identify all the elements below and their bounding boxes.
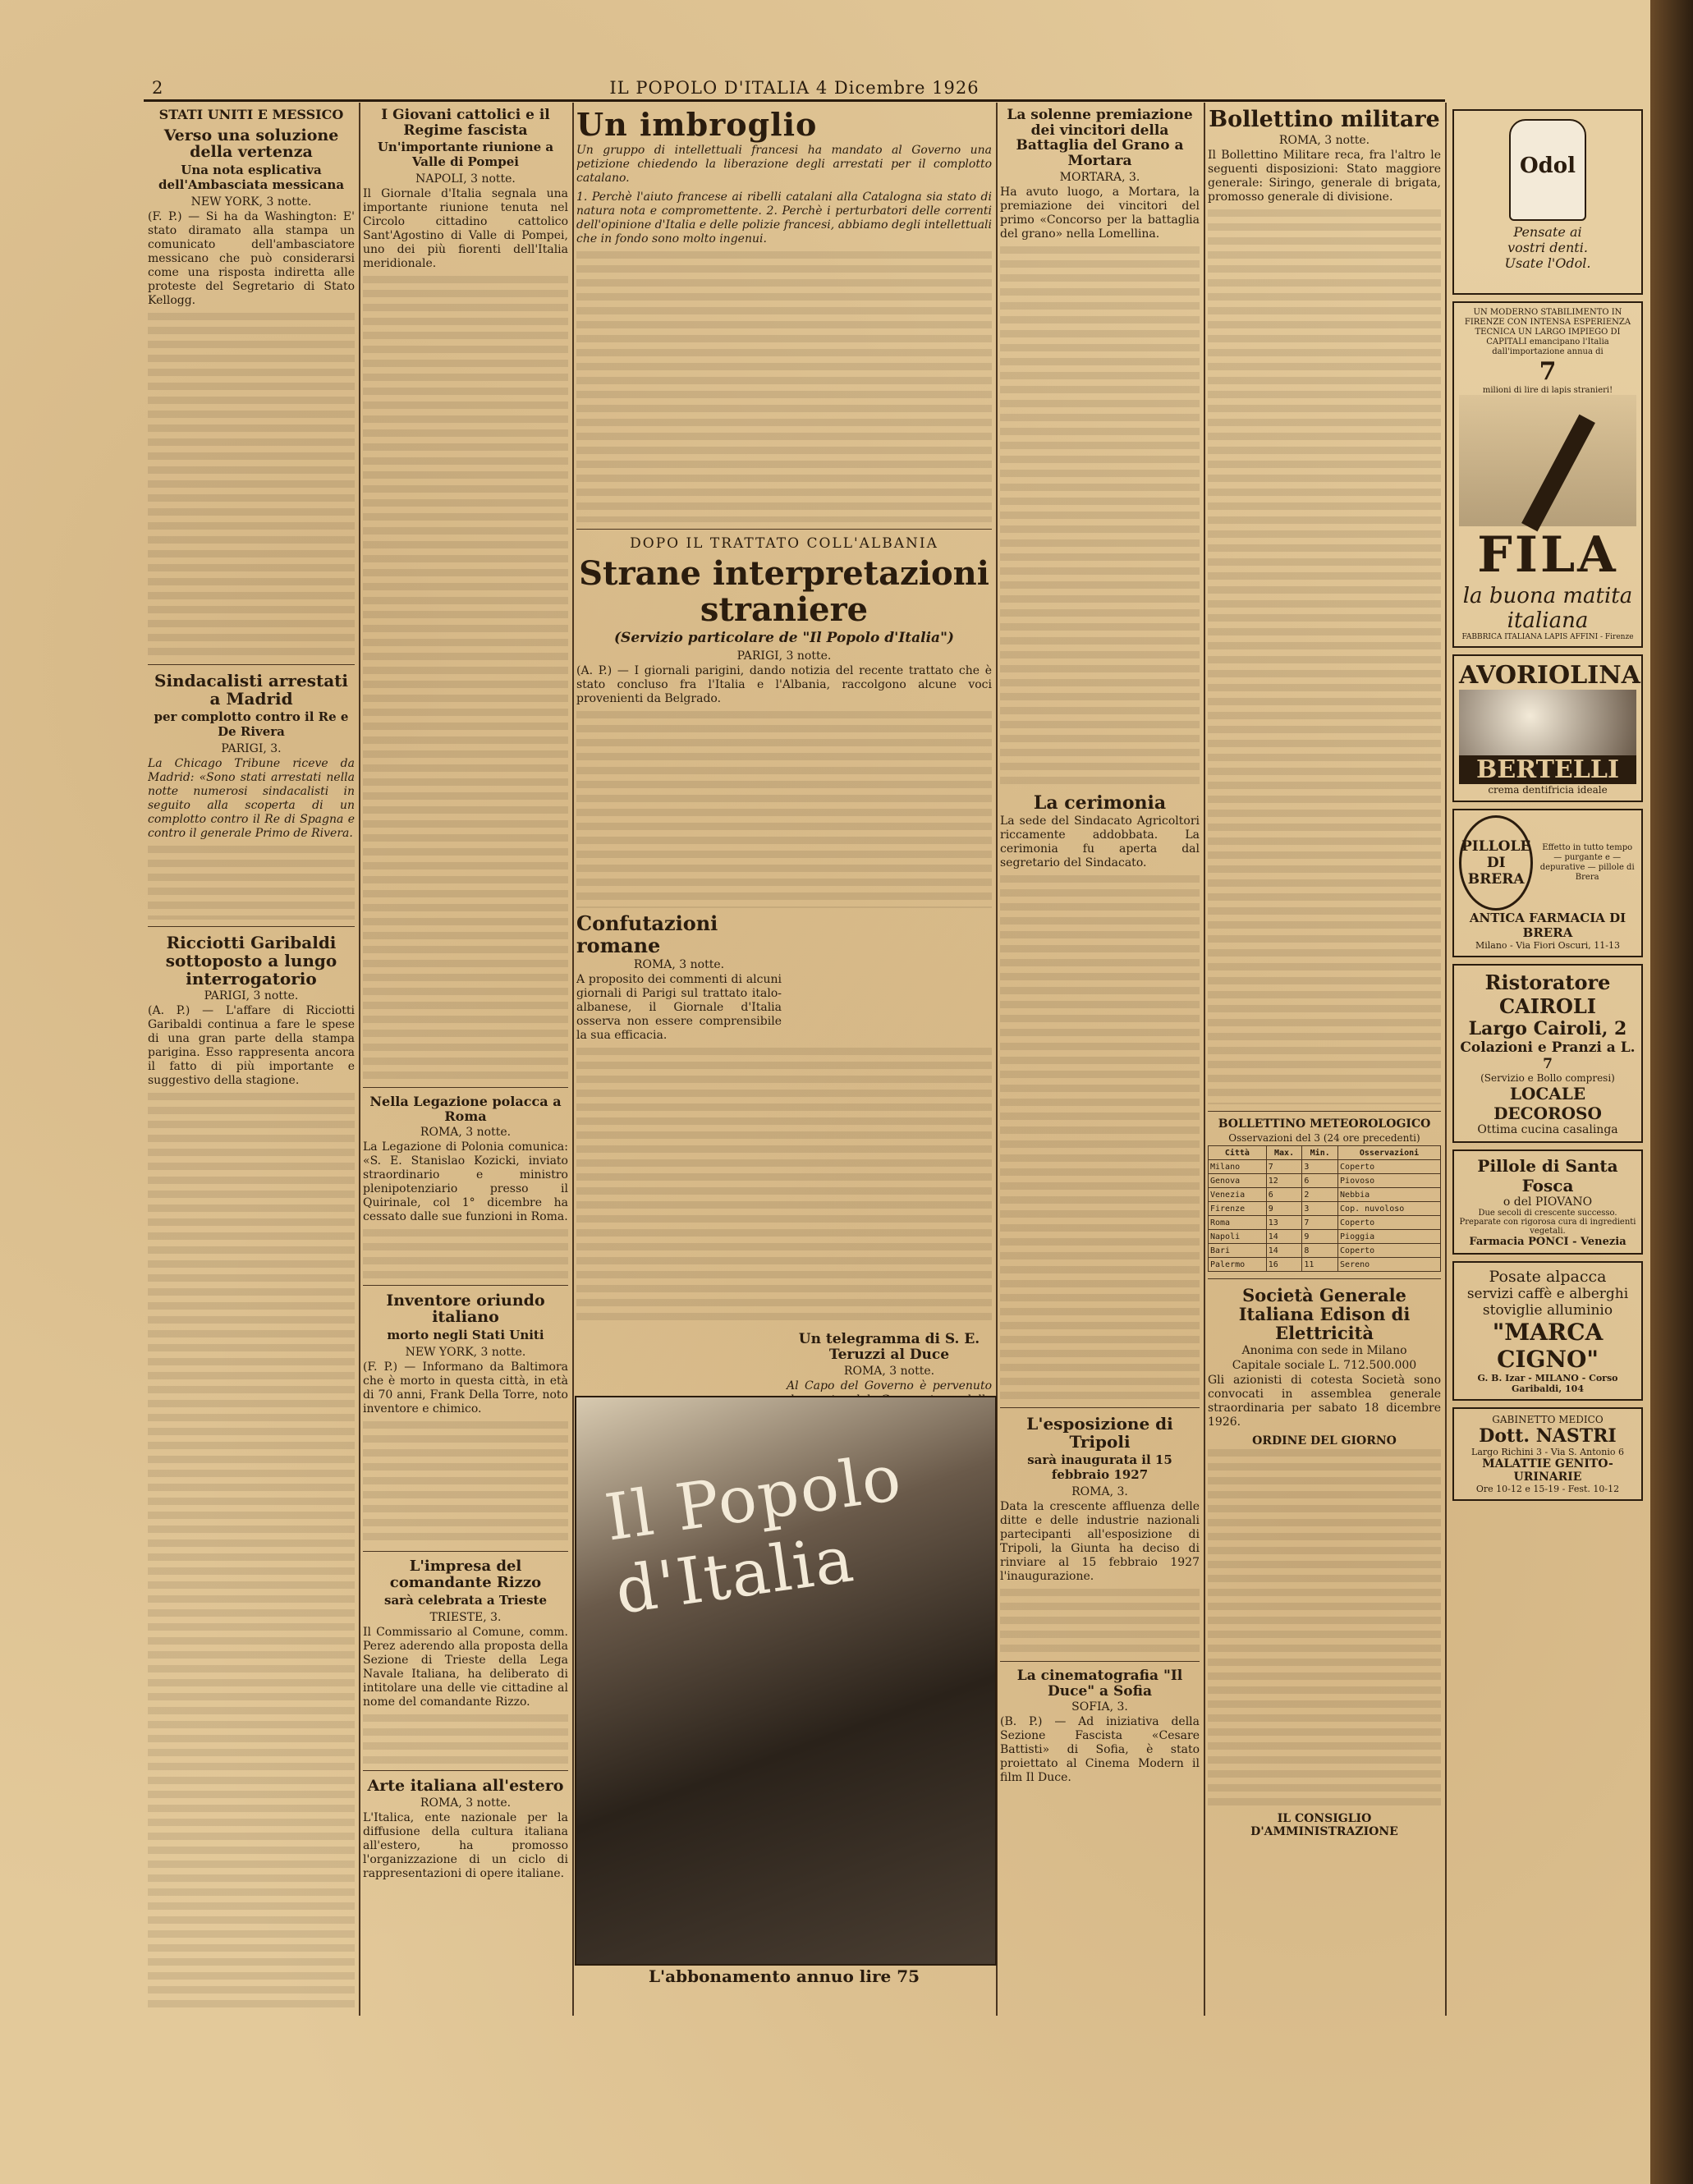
article-headline: Bollettino militare	[1209, 107, 1440, 132]
separator	[1000, 1407, 1200, 1408]
odol-ad	[1452, 109, 1643, 295]
cairoli-location: LOCALE DECOROSO	[1493, 1084, 1602, 1123]
fila-intro: UN MODERNO STABILIMENTO IN FIRENZE CON INTENSA ESPERIENZA TECNICA UN LARGO IMPIEGO DI CAPITALI emancipano l'Italia dall'importazione annua di	[1464, 308, 1631, 356]
meteo-cell: Piovoso	[1338, 1174, 1441, 1188]
article-body: Il Bollettino Militare reca, fra l'altro le seguenti disposizioni: Stato maggiore generale: Siringo, generale di brigata, promosso generale di divisione.	[1208, 148, 1441, 204]
article-headline: Confutazioni romane	[576, 911, 718, 957]
meteo-cell: 3	[1302, 1160, 1338, 1174]
avoriolina-brand: AVORIOLINA	[1459, 661, 1640, 690]
meteo-cell: Roma	[1209, 1216, 1267, 1230]
edison-subheadline: Anonima con sede in Milano	[1241, 1344, 1407, 1358]
meteo-row	[1209, 1160, 1441, 1174]
text-block	[363, 276, 568, 1081]
cairoli-address: Largo Cairoli, 2	[1468, 1018, 1627, 1039]
article-body: Il Commissario al Comune, comm. Perez aderendo alla proposta della Sezione di Trieste della Lega Navale Italiana, ha deliberato di intitolare una delle vie cittadine al nome del comandante Rizzo.	[363, 1625, 568, 1709]
section-heading: STATI UNITI E MESSICO	[158, 107, 344, 122]
meteo-heading: BOLLETTINO METEOROLOGICO	[1218, 1117, 1431, 1131]
article-subheadline: (Servizio particolare de "Il Popolo d'Italia")	[614, 630, 954, 647]
text-block	[1000, 875, 1200, 1401]
meteo-cell: 14	[1266, 1244, 1302, 1258]
meteo-cell: Napoli	[1209, 1230, 1267, 1244]
article-body: (B. P.) — Ad iniziativa della Sezione Fascista «Cesare Battisti» di Sofia, è stato proiettato al Cinema Modern il film Il Duce.	[1000, 1715, 1200, 1785]
meteo-cell: 6	[1302, 1174, 1338, 1188]
meteo-column-header: Max.	[1266, 1146, 1302, 1160]
article-body: 1. Perchè l'aiuto francese ai ribelli catalani alla Catalogna sia stato di natura nota e compromettente. 2. Perchè i perturbatori delle correnti dell'opinione d'Italia e delle polizie francesi, abbiamo degli intellettuali che in fondo sono molto ingenui.	[576, 190, 992, 245]
meteo-cell: Pioggia	[1338, 1230, 1441, 1244]
dateline: ROMA, 3 notte.	[633, 958, 725, 972]
article-headline: La cinematografia "Il Duce" a Sofia	[1016, 1667, 1183, 1700]
dateline: ROMA, 3.	[1071, 1484, 1128, 1498]
article-body: Ha avuto luogo, a Mortara, la premiazione dei vincitori del primo «Concorso per la battaglia del grano» nella Lomellina.	[1000, 185, 1200, 241]
column-4	[1000, 103, 1200, 2007]
nastri-ad	[1452, 1407, 1643, 1501]
cairoli-note: (Servizio e Bollo compresi)	[1480, 1072, 1615, 1084]
meteo-cell: Bari	[1209, 1244, 1267, 1258]
meteo-cell: 6	[1266, 1188, 1302, 1202]
fila-ad	[1452, 301, 1643, 648]
article-body: A proposito dei commenti di alcuni giornali di Parigi sul trattato italo-albanese, il Giornale d'Italia osserva non essere comprensibile la sua efficacia.	[576, 973, 782, 1043]
dateline: ROMA, 3 notte.	[420, 1125, 512, 1139]
meteo-cell: 8	[1302, 1244, 1338, 1258]
separator	[363, 1770, 568, 1771]
column-rule	[359, 103, 360, 2016]
posate-line: Posate alpacca	[1489, 1268, 1607, 1286]
meteo-cell: Venezia	[1209, 1188, 1267, 1202]
separator	[363, 1087, 568, 1088]
column-2	[363, 103, 568, 2007]
pencil-illustration	[1459, 395, 1636, 526]
fila-number: 7	[1539, 357, 1557, 386]
meteo-cell: 12	[1266, 1174, 1302, 1188]
page-binding	[1650, 0, 1693, 2184]
pencil-icon	[1521, 415, 1595, 532]
marca-cigno-ad	[1452, 1261, 1643, 1401]
meteo-cell: 11	[1302, 1258, 1338, 1272]
meteo-cell: 2	[1302, 1188, 1338, 1202]
page-number: 2	[152, 78, 164, 98]
meteo-header-row	[1209, 1146, 1441, 1160]
text-block	[1208, 1449, 1441, 1810]
column-1	[148, 103, 355, 2007]
article-body: L'Italica, ente nazionale per la diffusione della cultura italiana all'estero, ha promosso l'organizzazione di un ciclo di rappresentazioni di opere italiane.	[363, 1810, 568, 1880]
brera-brand: PILLOLE DI BRERA	[1459, 815, 1533, 911]
article-headline: Verso una soluzione della vertenza	[163, 126, 339, 162]
meteo-row	[1209, 1188, 1441, 1202]
dateline: TRIESTE, 3.	[429, 1610, 502, 1624]
cairoli-cucina: Ottima cucina casalinga	[1477, 1123, 1618, 1136]
separator	[576, 529, 992, 530]
meteo-cell: 13	[1266, 1216, 1302, 1230]
separator	[148, 664, 355, 665]
separator	[1000, 1661, 1200, 1662]
article-body: Al Capo del Governo è pervenuto	[787, 1379, 992, 1393]
odol-line: vostri denti.	[1507, 240, 1588, 255]
article-body: Il Giornale d'Italia segnala una importante riunione tenuta nel Circolo cittadino cattolico Sant'Agostino di Valle di Pompei, uno dei più fiorenti dell'Italia meridionale.	[363, 187, 568, 271]
edison-capital: Capitale sociale L. 712.500.000	[1232, 1359, 1417, 1373]
article-body: La Legazione di Polonia comunica: «S. E. Stanislao Kozicki, inviato straordinario e ministro plenipotenziario presso il Quirinale, col 1° dicembre ha cessato dalle sue funzioni in Roma.	[363, 1140, 568, 1223]
santa-fosca-headline: Pillole di Santa Fosca	[1477, 1156, 1618, 1195]
nastri-address: Largo Richini 3 - Via S. Antonio 6	[1471, 1447, 1624, 1457]
photo-caption: L'abbonamento annuo lire 75	[648, 1966, 920, 1986]
meteo-subheading: Osservazioni del 3 (24 ore precedenti)	[1228, 1132, 1420, 1145]
text-block	[148, 313, 355, 658]
column-rule	[1204, 103, 1205, 2016]
article-body: La sede del Sindacato Agricoltori riccamente addobbata. La cerimonia fu aperta dal segretario del Sindacato.	[1000, 814, 1200, 869]
dateline: MORTARA, 3.	[1059, 170, 1140, 184]
brera-address: Milano - Via Fiori Oscuri, 11-13	[1475, 940, 1621, 951]
santa-fosca-shop: Farmacia PONCI - Venezia	[1469, 1236, 1626, 1248]
meteo-row	[1209, 1216, 1441, 1230]
nastri-name: Dott. NASTRI	[1479, 1425, 1617, 1447]
meteo-cell: 16	[1266, 1258, 1302, 1272]
meteo-column-header: Osservazioni	[1338, 1146, 1441, 1160]
avoriolina-tagline: crema dentifricia ideale	[1488, 784, 1608, 796]
article-subheadline: Un'importante riunione a Valle di Pompei	[377, 140, 554, 170]
separator	[363, 1285, 568, 1286]
santa-fosca-ad	[1452, 1149, 1643, 1255]
dateline: NEW YORK, 3 notte.	[405, 1346, 526, 1360]
article-subheadline: sarà inaugurata il 15 febbraio 1927	[1027, 1452, 1172, 1482]
article-subheadline: sarà celebrata a Trieste	[384, 1592, 547, 1608]
meteo-cell: Coperto	[1338, 1244, 1441, 1258]
text-block	[576, 251, 992, 522]
meteo-cell: Sereno	[1338, 1258, 1441, 1272]
avoriolina-ad	[1452, 654, 1643, 802]
text-block	[576, 1048, 992, 1327]
article-headline: La solenne premiazione dei vincitori della Battaglia del Grano a Mortara	[1007, 107, 1193, 170]
dateline: NEW YORK, 3 notte.	[190, 195, 312, 209]
nastri-heading: GABINETTO MEDICO	[1492, 1414, 1604, 1425]
text-block	[363, 1421, 568, 1544]
article-headline: Inventore oriundo italiano	[386, 1291, 545, 1327]
nastri-specialty: MALATTIE GENITO-URINARIE	[1482, 1457, 1613, 1484]
fila-tail: milioni di lire di lapis stranieri!	[1482, 386, 1613, 395]
meteo-table	[1208, 1145, 1441, 1272]
brera-side: Effetto in tutto tempo — purgante e — depurative — pillole di Brera	[1539, 843, 1635, 882]
text-block	[148, 846, 355, 920]
cairoli-ad	[1452, 964, 1643, 1143]
article-body: (F. P.) — Informano da Baltimora che è morto in questa città, in età di 70 anni, Frank Della Torre, noto inventore e chimico.	[363, 1360, 568, 1416]
dateline: SOFIA, 3.	[1071, 1700, 1128, 1714]
article-headline: La cerimonia	[1033, 791, 1167, 814]
text-block	[363, 1229, 568, 1278]
meteo-cell: 14	[1266, 1230, 1302, 1244]
article-headline: Arte italiana all'estero	[367, 1776, 564, 1795]
masthead-photo	[575, 1396, 997, 1966]
separator	[1208, 1111, 1441, 1112]
dateline: ROMA, 3 notte.	[843, 1364, 935, 1378]
separator	[148, 926, 355, 927]
article-headline: Un telegramma di S. E. Teruzzi al Duce	[798, 1331, 980, 1363]
meteo-cell: 7	[1302, 1216, 1338, 1230]
brera-ad	[1452, 809, 1643, 957]
odol-bottle-icon	[1509, 119, 1586, 221]
text-block	[576, 711, 992, 908]
text-block	[1000, 1589, 1200, 1654]
posate-line: stoviglie alluminio	[1482, 1302, 1613, 1319]
meteo-cell: Coperto	[1338, 1216, 1441, 1230]
column-5	[1208, 103, 1441, 2007]
article-headline: L'impresa del comandante Rizzo	[389, 1558, 542, 1592]
article-headline: I Giovani cattolici e il Regime fascista	[381, 107, 550, 139]
marca-cigno-maker: G. B. Izar - MILANO - Corso Garibaldi, 104	[1477, 1373, 1618, 1394]
meteo-cell: 9	[1302, 1230, 1338, 1244]
meteo-cell: 3	[1302, 1202, 1338, 1216]
article-body: (A. P.) — L'affare di Ricciotti Garibaldi continua a fare le spese di una gran parte della stampa parigina. Esso rappresenta ancora il fatto di più importante e suggestivo della stagione.	[148, 1004, 355, 1088]
dateline: NAPOLI, 3 notte.	[415, 172, 516, 186]
dateline: PARIGI, 3 notte.	[736, 649, 832, 663]
meteo-cell: Coperto	[1338, 1160, 1441, 1174]
article-body: (F. P.) — Si ha da Washington: E' stato diramato alla stampa un comunicato dell'ambasciatore messicano che può considerarsi come una risposta indiretta alle proteste del Segretario di Stato Kellogg.	[148, 210, 355, 308]
brera-footer: ANTICA FARMACIA DI BRERA	[1469, 911, 1626, 940]
article-subheadline: Una nota esplicativa dell'Ambasciata messicana	[158, 163, 345, 193]
article-headline: Nella Legazione polacca a Roma	[369, 1094, 562, 1124]
odol-line: Usate l'Odol.	[1504, 255, 1591, 271]
photo-caption-text: Il Popolo d'Italia	[600, 1440, 907, 1629]
article-body: La Chicago Tribune riceve da Madrid: «Sono stati arrestati nella notte numerosi sindacalisti in seguito alla scoperta di un complotto contro il Re di Spagna e contro il generale Primo de Rivera.	[148, 757, 355, 841]
article-lede: Un gruppo di intellettuali francesi ha mandato al Governo una petizione chiedendo la liberazione degli arrestati per il complotto catalano.	[576, 143, 992, 185]
separator	[363, 1551, 568, 1552]
article-headline: Sindacalisti arrestati a Madrid	[154, 671, 348, 709]
meteo-row	[1209, 1258, 1441, 1272]
avoriolina-illustration	[1459, 690, 1636, 755]
meteo-row	[1209, 1202, 1441, 1216]
bertelli-brand: BERTELLI	[1459, 755, 1636, 784]
article-headline: Ricciotti Garibaldi sottoposto a lungo interrogatorio	[165, 933, 337, 989]
santa-fosca-body: Due secoli di crescente successo. Preparate con rigorosa cura di ingredienti vegetali.	[1459, 1209, 1636, 1236]
article-subheadline: per complotto contro il Re e De Rivera	[154, 709, 349, 740]
nastri-hours: Ore 10-12 e 15-19 - Fest. 10-12	[1475, 1484, 1620, 1494]
cairoli-headline: Ristoratore CAIROLI	[1484, 970, 1611, 1018]
masthead	[144, 78, 1445, 102]
meteo-cell: Cop. nuvoloso	[1338, 1202, 1441, 1216]
meteo-cell: Genova	[1209, 1174, 1267, 1188]
article-body: (A. P.) — I giornali parigini, dando notizia del recente trattato che è stato concluso fra l'Italia e l'Albania, raccolgono alcune voci provenienti da Belgrado.	[576, 664, 992, 706]
ads-column	[1449, 103, 1646, 2007]
column-rule	[572, 103, 574, 2016]
text-block	[1000, 246, 1200, 788]
edison-body: Gli azionisti di cotesta Società sono convocati in assemblea generale straordinaria per sabato 18 dicembre 1926.	[1208, 1374, 1441, 1429]
column-rule	[1445, 103, 1447, 2016]
meteo-row	[1209, 1230, 1441, 1244]
dateline: PARIGI, 3 notte.	[204, 989, 299, 1003]
text-block	[363, 1714, 568, 1764]
cairoli-offer: Colazioni e Pranzi a L. 7	[1460, 1039, 1636, 1072]
santa-fosca-sub: o del PIOVANO	[1503, 1195, 1593, 1209]
separator	[1208, 1278, 1441, 1279]
edison-order: ORDINE DEL GIORNO	[1252, 1434, 1397, 1448]
meteo-cell: 7	[1266, 1160, 1302, 1174]
meteo-cell: Milano	[1209, 1160, 1267, 1174]
meteo-cell: Palermo	[1209, 1258, 1267, 1272]
meteo-cell: 9	[1266, 1202, 1302, 1216]
meteo-row	[1209, 1244, 1441, 1258]
article-body: Data la crescente affluenza delle ditte e delle industrie nazionali partecipanti all'esposizione di Tripoli, la Giunta ha deciso di rinviare al 15 febbraio 1927 l'inaugurazione.	[1000, 1499, 1200, 1583]
article-headline: L'esposizione di Tripoli	[1026, 1413, 1173, 1452]
text-block	[1208, 209, 1441, 1104]
meteo-cell: Firenze	[1209, 1202, 1267, 1216]
fila-slogan: la buona matita italiana	[1462, 584, 1633, 633]
article-kicker: DOPO IL TRATTATO COLL'ALBANIA	[630, 535, 938, 552]
fila-brand: FILA	[1477, 526, 1618, 584]
dateline: ROMA, 3 notte.	[1278, 133, 1370, 147]
meteo-column-header: Min.	[1302, 1146, 1338, 1160]
marca-cigno-brand: "MARCA CIGNO"	[1492, 1319, 1604, 1373]
meteo-column-header: Città	[1209, 1146, 1267, 1160]
text-block	[148, 1093, 355, 2007]
meteo-body	[1209, 1160, 1441, 1272]
edison-signature: IL CONSIGLIO D'AMMINISTRAZIONE	[1250, 1812, 1398, 1839]
meteo-cell: Nebbia	[1338, 1188, 1441, 1202]
odol-line: Pensate ai	[1513, 224, 1582, 240]
article-headline: Strane interpretazioni straniere	[579, 554, 989, 630]
dateline: ROMA, 3 notte.	[420, 1796, 512, 1810]
fila-footer: FABBRICA ITALIANA LAPIS AFFINI - Firenze	[1461, 633, 1634, 641]
meteo-row	[1209, 1174, 1441, 1188]
article-subheadline: morto negli Stati Uniti	[387, 1328, 544, 1343]
posate-line: servizi caffè e alberghi	[1466, 1286, 1629, 1302]
dateline: PARIGI, 3.	[221, 742, 282, 756]
odol-brand: Odol	[1519, 154, 1576, 178]
article-headline: Un imbroglio	[576, 106, 818, 143]
masthead-title: IL POPOLO D'ITALIA 4 Dicembre 1926	[609, 78, 980, 98]
edison-headline: Società Generale Italiana Edison di Elettricità	[1238, 1285, 1411, 1344]
